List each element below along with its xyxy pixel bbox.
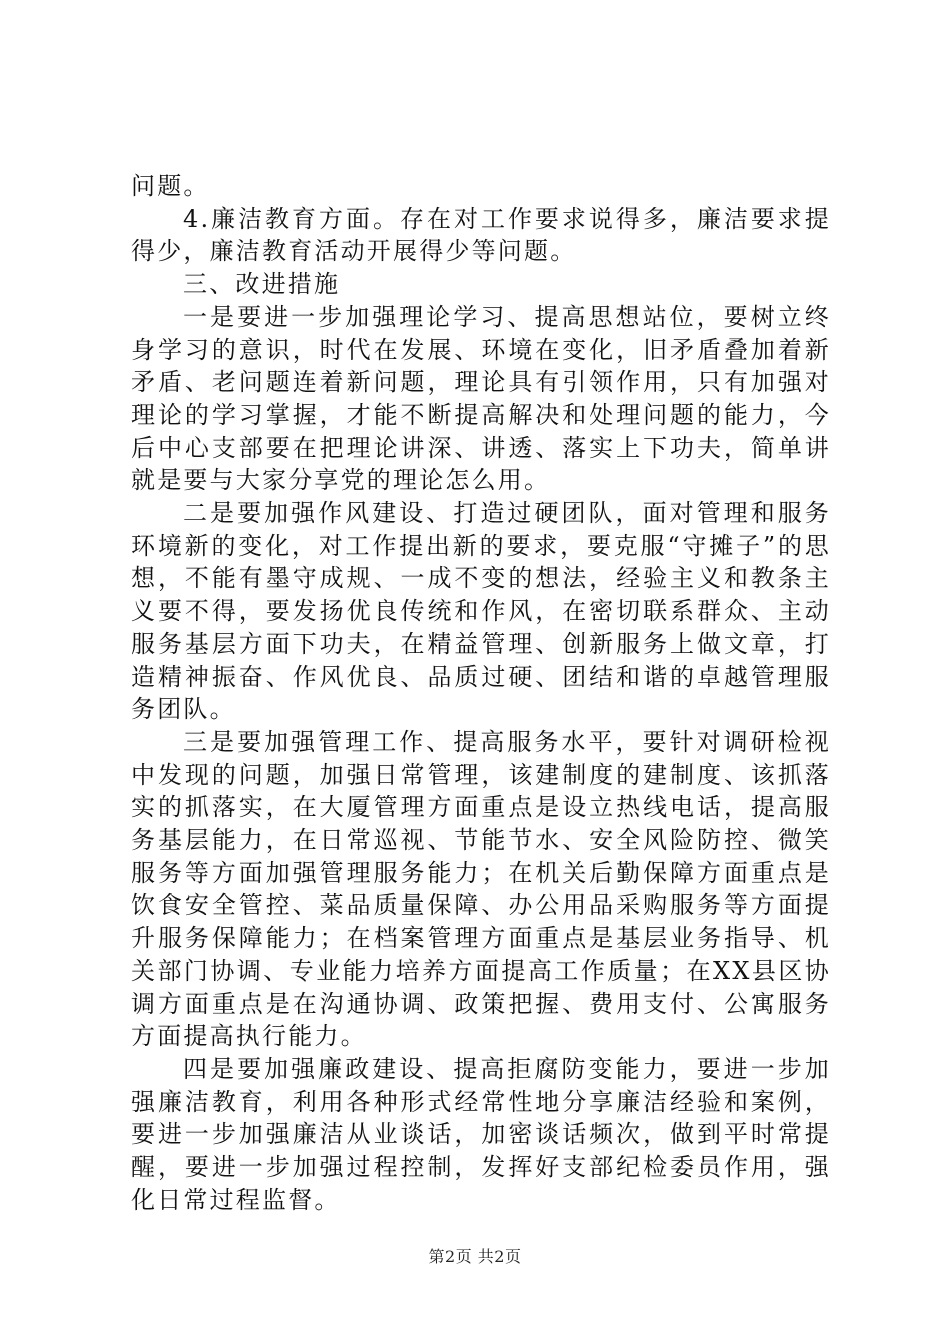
paragraph-measure-1: 一是要进一步加强理论学习、提高思想站位，要树立终身学习的意识，时代在发展、环境在变化，旧矛盾叠加着新矛盾、老问题连着新问题，理论具有引领作用，只有加强对理论的学习掌握，才能不断提高解决和处理问题的能力，今后中心支部要在把理论讲深、讲透、落实上下功夫，简单讲就是要与大家分享党的理论怎么用。 [131,302,831,495]
page-number-footer: 第2页 共2页 [428,1247,522,1266]
paragraph-item-4-clean-education: 4.廉洁教育方面。存在对工作要求说得多，廉洁要求提得少，廉洁教育活动开展得少等问题。 [131,204,831,266]
document-body [131,170,831,1217]
paragraph-measure-3: 三是要加强管理工作、提高服务水平，要针对调研检视中发现的问题，加强日常管理，该建制度的建制度、该抓落实的抓落实，在大厦管理方面重点是设立热线电话，提高服务基层能力，在日常巡视、节能节水、安全风险防控、微笑服务等方面加强管理服务能力；在机关后勤保障方面重点是饮食安全管控、菜品质量保障、办公用品采购服务等方面提升服务保障能力；在档案管理方面重点是基层业务指导、机关部门协调、专业能力培养方面提高工作质量；在XX县区协调方面重点是在沟通协调、政策把握、费用支付、公寓服务方面提高执行能力。 [131,727,831,1051]
paragraph-measure-2: 二是要加强作风建设、打造过硬团队，面对管理和服务环境新的变化，对工作提出新的要求，要克服“守摊子”的思想，不能有墨守成规、一成不变的想法，经验主义和教条主义要不得，要发扬优良传统和作风，在密切联系群众、主动服务基层方面下功夫，在精益管理、创新服务上做文章，打造精神振奋、作风优良、品质过硬、团结和谐的卓越管理服务团队。 [131,499,831,724]
paragraph-measure-4: 四是要加强廉政建设、提高拒腐防变能力，要进一步加强廉洁教育，利用各种形式经常性地分享廉洁经验和案例，要进一步加强廉洁从业谈话，加密谈话频次，做到平时常提醒，要进一步加强过程控制，发挥好支部纪检委员作用，强化日常过程监督。 [131,1054,831,1214]
paragraph-continuation: 问题。 [131,172,210,200]
section-heading-improvement-measures: 三、改进措施 [183,270,341,299]
